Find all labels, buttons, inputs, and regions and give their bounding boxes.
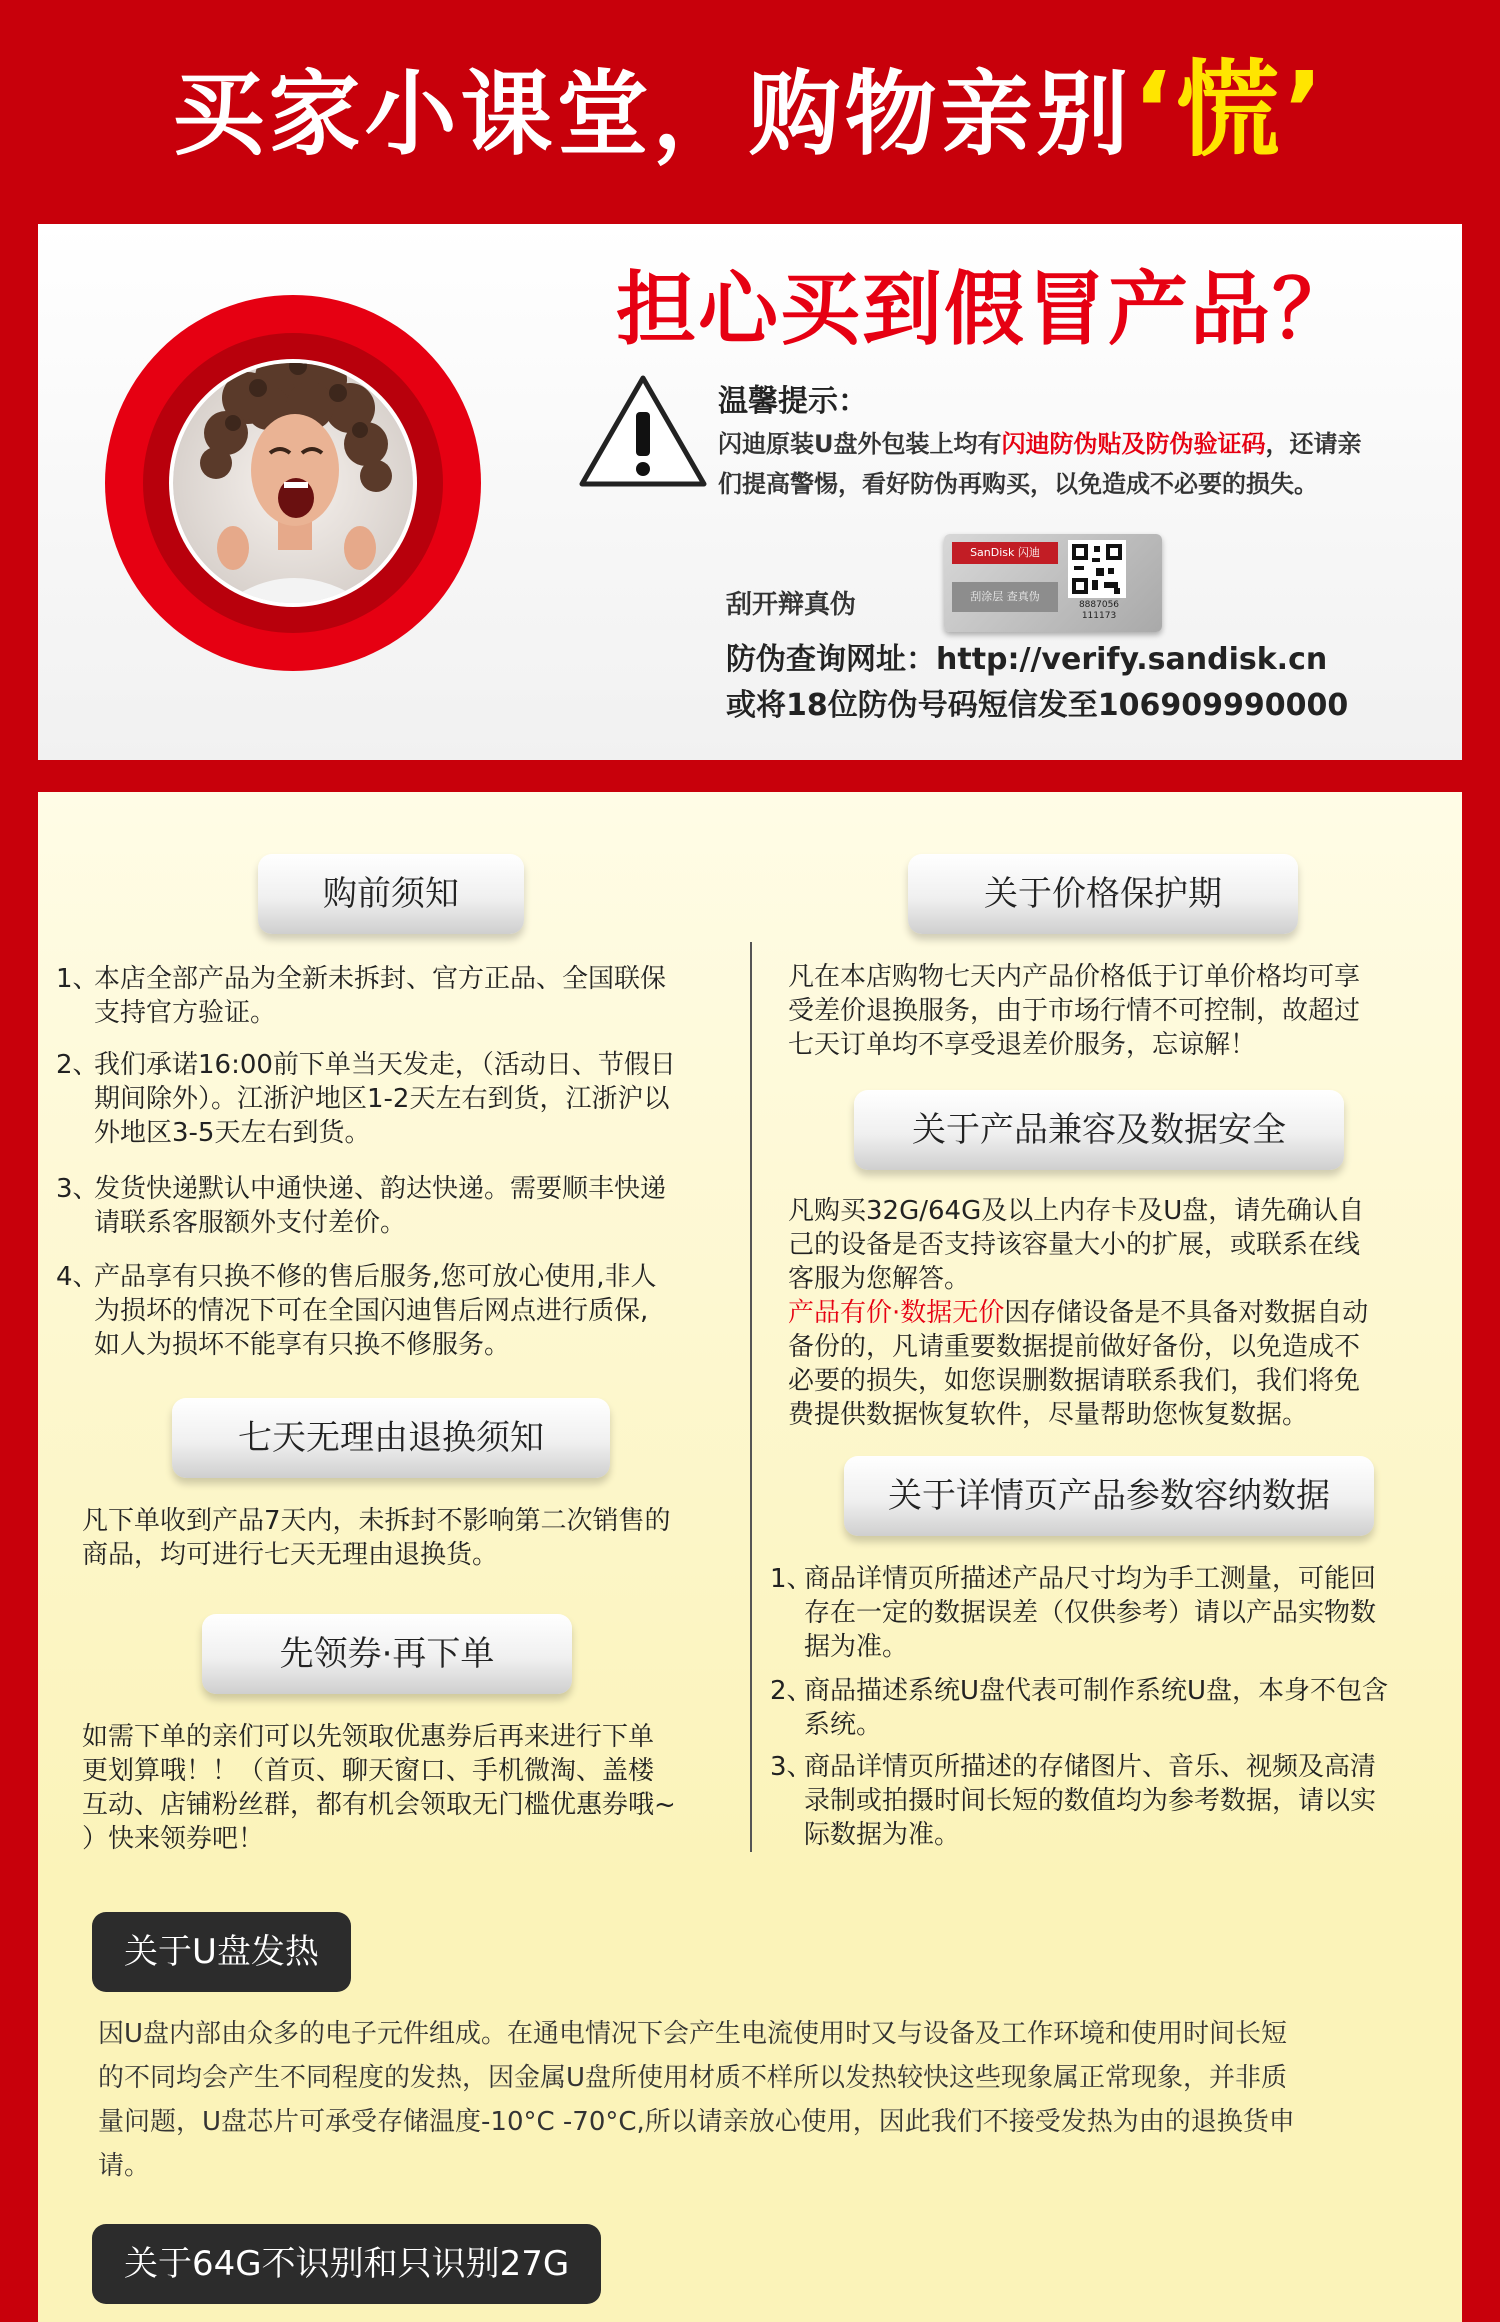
price-protection-text: 凡在本店购物七天内产品价格低于订单价格均可享 受差价退换服务，由于市场行情不可控制，故超过 七天订单均不享受退差价服务，忘谅解！ [788,962,1361,1060]
params-title: 关于详情页产品参数容纳数据 [844,1456,1374,1536]
tip-title: 温馨提示： [718,384,868,419]
sticker-scratch-area: 刮涂层 查真伪 [952,582,1058,612]
warning-triangle-icon [576,372,710,490]
pre-purchase-item: 1、 本店全部产品为全新未拆封、官方正品、全国联保 支持官方验证。 [56,964,667,1028]
params-item: 1、 商品详情页所描述产品尺寸均为手工测量，可能回 存在一定的数据误差（仅供参考）请以产品实物数 据为准。 [770,1564,1377,1662]
params-item: 3、 商品详情页所描述的存储图片、音乐、视频及高清 录制或拍摄时间长短的数值均为参考数据，请以实 际数据为准。 [770,1752,1377,1850]
return-policy-text: 凡下单收到产品7天内，未拆封不影响第二次销售的 商品，均可进行七天无理由退换货。 [82,1506,671,1570]
coupon-text: 如需下单的亲们可以先领取优惠券后再来进行下单 更划算哦！！（首页、聊天窗口、手机微淘、盖楼 互动、店铺粉丝群，都有机会领取无门槛优惠券哦~ ）快来领券吧！ [82,1722,676,1854]
compat-title: 关于产品兼容及数据安全 [854,1090,1344,1170]
sticker-brand: SanDisk 闪迪 [952,542,1058,564]
coupon-title: 先领券·再下单 [202,1614,572,1694]
tip-line-1: 闪迪原装U盘外包装上均有闪迪防伪贴及防伪验证码，还请亲 [718,430,1362,458]
counterfeit-warning-card [38,224,1462,760]
capacity-recognition-title: 关于64G不识别和只识别27G [92,2224,601,2304]
title-main: 买家小课堂，购物亲别 [172,61,1133,168]
verify-url: 防伪查询网址：http://verify.sandisk.cn [726,642,1328,677]
pre-purchase-title: 购前须知 [258,854,524,934]
compat-text: 凡购买32G/64G及以上内存卡及U盘，请先确认自 己的设备是否支持该容量大小的扩展，或联系在线 客服为您解答。 产品有价·数据无价因存储设备是不具备对数据自动 备份的，凡请重要数据提前做好备份，以免造成不 必要的损失，如您误删数据请联系我们，我们将免 费提供数据恢复软件，尽量帮助您恢复数据。 [788,1196,1369,1430]
scratch-label: 刮开辩真伪 [726,590,857,620]
screaming-woman-illustration [98,248,488,718]
tip-highlight: 闪迪防伪贴及防伪验证码 [1001,430,1266,458]
data-priceless-highlight: 产品有价·数据无价 [788,1298,1005,1328]
pre-purchase-item: 3、 发货快递默认中通快递、韵达快递。需要顺丰快递 请联系客服额外支付差价。 [56,1174,667,1238]
price-protection-title: 关于价格保护期 [908,854,1298,934]
pre-purchase-item: 2、 我们承诺16:00前下单当天发走，（活动日、节假日 期间除外）。江浙沪地区1-2天左右到货，江浙沪以 外地区3-5天左右到货。 [56,1050,676,1148]
params-item: 2、 商品描述系统U盘代表可制作系统U盘，本身不包含 系统。 [770,1676,1389,1740]
sticker-code: 8887056 111173 [1078,600,1120,621]
pre-purchase-item: 4、 产品享有只换不修的售后服务,您可放心使用,非人 为损坏的情况下可在全国闪迪售后网点进行质保, 如人为损坏不能享有只换不修服务。 [56,1262,657,1360]
shopping-notice-section [38,792,1462,1872]
qr-code-icon [1068,540,1126,598]
title-accent: ‘慌’ [1132,49,1328,171]
return-policy-title: 七天无理由退换须知 [172,1398,610,1478]
heat-description: 因U盘内部由众多的电子元件组成。在通电情况下会产生电流使用时又与设备及工作环境和使用时间长短 的不同均会产生不同程度的发热，因金属U盘所使用材质不样所以发热较快这些现象属正常现象，并非质 量问题，U盘芯片可承受存储温度-10°C -70°C,所以请亲放心使用，因此我们不接受发热为由的退换货申 请。 [98,2019,1295,2181]
usb-notes-section [38,1872,1462,2322]
column-divider [750,942,752,1852]
page-title [0,49,1500,171]
verify-sms: 或将18位防伪号码短信发至106909990000 [726,688,1349,723]
tip-line-2: 们提高警惕，看好防伪再购买，以免造成不必要的损失。 [718,470,1318,498]
anti-counterfeit-sticker [944,534,1162,632]
heat-title: 关于U盘发热 [92,1912,351,1992]
counterfeit-headline: 担心买到假冒产品？ [616,263,1354,356]
